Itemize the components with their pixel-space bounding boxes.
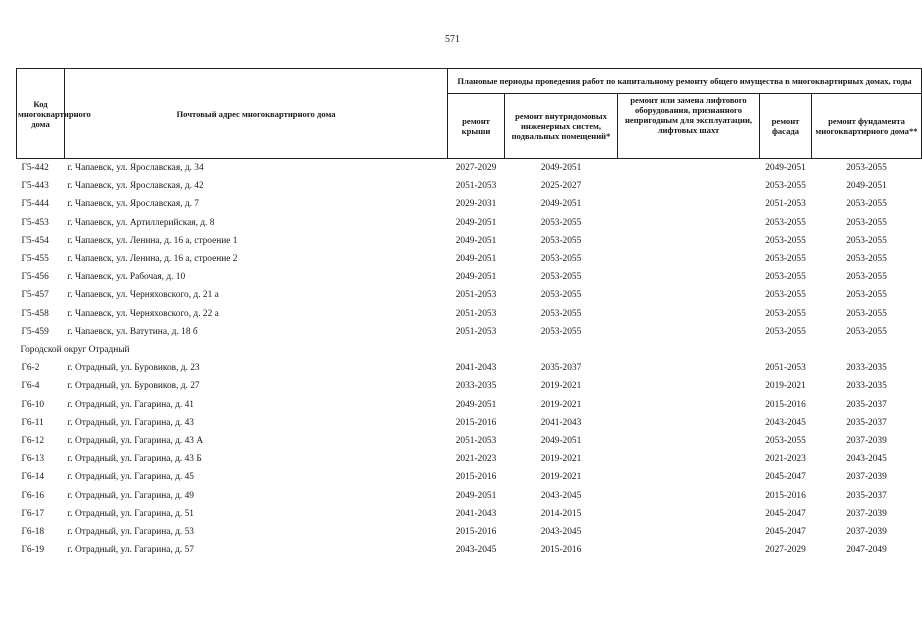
cell-roof: 2041-2043 [455,363,497,374]
cell-roof: 2051-2053 [455,436,497,447]
cell-foundation: 2037-2039 [846,436,887,447]
cell-systems: 2049-2051 [540,436,582,447]
cell-code: Г5-454 [21,235,49,246]
cell-roof: 2041-2043 [455,508,497,519]
cell-facade: 2021-2023 [765,454,806,465]
cell-foundation: 2043-2045 [846,454,887,465]
cell-facade: 2053-2055 [765,290,806,301]
table-header [17,69,922,159]
cell-foundation: 2053-2055 [846,290,887,301]
table-row [17,396,922,414]
cell-foundation: 2053-2055 [846,308,887,319]
cell-foundation: 2049-2051 [846,181,887,192]
cell-foundation: 2053-2055 [846,272,887,283]
header-elevator: ремонт или замена лифтового оборудования, признанного непригодным для эксплуатации, лифтовых шахт [618,94,760,159]
table-row [17,177,922,195]
cell-elevator [618,268,760,286]
cell-address: г. Отрадный, ул. Гагарина, д. 57 [67,545,194,556]
cell-code: Г5-442 [21,163,49,173]
header-systems: ремонт внутридомовых инженерных систем, подвальных помещений* [505,94,618,159]
cell-foundation: 2033-2035 [846,381,887,392]
cell-address: г. Отрадный, ул. Гагарина, д. 45 [67,472,194,483]
cell-foundation: 2037-2039 [846,508,887,519]
cell-address: г. Чапаевск, ул. Ярославская, д. 7 [67,199,199,210]
cell-code: Г6-17 [21,508,45,519]
cell-roof: 2049-2051 [455,272,497,283]
cell-systems: 2019-2021 [540,454,582,465]
cell-elevator [618,523,760,541]
cell-address: г. Чапаевск, ул. Ленина, д. 16 а, строение 1 [67,235,238,246]
cell-systems: 2043-2045 [540,527,582,538]
cell-facade: 2015-2016 [765,399,806,410]
page-number: 571 [445,34,460,45]
repair-schedule-table [16,68,922,559]
table-row [17,541,922,559]
cell-facade: 2053-2055 [765,254,806,265]
table-row [17,523,922,541]
cell-systems: 2041-2043 [540,417,582,428]
cell-facade: 2027-2029 [765,545,806,556]
cell-roof: 2049-2051 [455,217,497,228]
document-table-wrapper [16,68,918,559]
cell-code: Г6-4 [21,381,40,392]
cell-roof: 2015-2016 [455,472,497,483]
cell-facade: 2045-2047 [765,527,806,538]
cell-address: г. Отрадный, ул. Буровиков, д. 27 [67,381,200,392]
cell-systems: 2015-2016 [540,545,582,556]
header-foundation: ремонт фундамента многоквартирного дома** [812,94,922,159]
table-row [17,505,922,523]
cell-foundation: 2053-2055 [846,254,887,265]
cell-foundation: 2037-2039 [846,527,887,538]
cell-roof: 2021-2023 [455,454,497,465]
cell-facade: 2043-2045 [765,417,806,428]
cell-address: г. Чапаевск, ул. Артиллерийская, д. 8 [67,217,215,228]
cell-facade: 2053-2055 [765,181,806,192]
table-row [17,286,922,304]
cell-code: Г5-444 [21,199,49,210]
cell-foundation: 2035-2037 [846,417,887,428]
cell-systems: 2035-2037 [540,363,582,374]
cell-facade: 2045-2047 [765,508,806,519]
cell-elevator [618,214,760,232]
cell-code: Г5-443 [21,181,49,192]
cell-facade: 2053-2055 [765,326,806,337]
table-row [17,232,922,250]
cell-code: Г5-455 [21,254,49,265]
cell-elevator [618,323,760,341]
cell-address: г. Чапаевск, ул. Черняховского, д. 22 а [67,308,219,319]
cell-elevator [618,396,760,414]
cell-elevator [618,286,760,304]
cell-facade: 2045-2047 [765,472,806,483]
cell-facade: 2015-2016 [765,490,806,501]
table-row [17,305,922,323]
table-body [17,159,922,560]
cell-systems: 2014-2015 [540,508,582,519]
table-row [17,377,922,395]
cell-roof: 2049-2051 [455,235,497,246]
cell-address: г. Чапаевск, ул. Черняховского, д. 21 а [67,290,219,301]
cell-address: г. Отрадный, ул. Гагарина, д. 43 [67,417,194,428]
cell-elevator [618,414,760,432]
cell-systems: 2025-2027 [540,181,582,192]
cell-code: Г6-19 [21,545,45,556]
table-row [17,268,922,286]
cell-address: г. Отрадный, ул. Буровиков, д. 23 [67,363,200,374]
cell-foundation: 2037-2039 [846,472,887,483]
cell-code: Г6-16 [21,490,45,501]
table-row [17,250,922,268]
cell-address: г. Отрадный, ул. Гагарина, д. 43 Б [67,454,202,465]
cell-elevator [618,305,760,323]
cell-elevator [618,177,760,195]
cell-facade: 2053-2055 [765,217,806,228]
cell-systems: 2019-2021 [540,472,582,483]
cell-elevator [618,541,760,559]
cell-foundation: 2053-2055 [846,217,887,228]
header-address: Почтовый адрес многоквартирного дома [65,69,448,159]
cell-systems: 2053-2055 [540,217,582,228]
table-row [17,195,922,213]
cell-roof: 2033-2035 [455,381,497,392]
cell-elevator [618,159,760,178]
cell-systems: 2053-2055 [540,308,582,319]
header-facade: ремонт фасада [760,94,812,159]
cell-systems: 2049-2051 [540,199,582,210]
cell-facade: 2019-2021 [765,381,806,392]
cell-facade: 2049-2051 [765,163,806,173]
cell-facade: 2051-2053 [765,363,806,374]
cell-elevator [618,195,760,213]
cell-roof: 2051-2053 [455,181,497,192]
cell-address: г. Чапаевск, ул. Ярославская, д. 42 [67,181,204,192]
cell-roof: 2015-2016 [455,527,497,538]
cell-code: Г6-13 [21,454,45,465]
cell-systems: 2053-2055 [540,254,582,265]
cell-elevator [618,505,760,523]
cell-facade: 2053-2055 [765,272,806,283]
cell-elevator [618,432,760,450]
header-roof: ремонт крыши [448,94,505,159]
header-periods: Плановые периоды проведения работ по капитальному ремонту общего имущества в многоквартирных домах, годы [448,69,922,94]
header-code: Код многоквартирного дома [17,69,65,159]
cell-code: Г6-18 [21,527,45,538]
cell-code: Г5-458 [21,308,49,319]
cell-systems: 2019-2021 [540,399,582,410]
cell-facade: 2053-2055 [765,235,806,246]
cell-roof: 2049-2051 [455,399,497,410]
cell-foundation: 2035-2037 [846,490,887,501]
cell-facade: 2051-2053 [765,199,806,210]
cell-address: г. Чапаевск, ул. Ленина, д. 16 а, строение 2 [67,254,238,265]
table-row [17,450,922,468]
cell-systems: 2053-2055 [540,272,582,283]
cell-roof: 2049-2051 [455,490,497,501]
cell-foundation: 2047-2049 [846,545,887,556]
cell-foundation: 2053-2055 [846,326,887,337]
cell-foundation: 2033-2035 [846,363,887,374]
cell-roof: 2015-2016 [455,417,497,428]
table-row [17,159,922,178]
cell-address: г. Чапаевск, ул. Рабочая, д. 10 [67,272,186,283]
cell-elevator [618,468,760,486]
cell-elevator [618,359,760,377]
cell-code: Г6-14 [21,472,45,483]
cell-roof: 2043-2045 [455,545,497,556]
cell-elevator [618,250,760,268]
cell-roof: 2027-2029 [455,163,497,173]
cell-elevator [618,377,760,395]
cell-address: г. Отрадный, ул. Гагарина, д. 53 [67,527,194,538]
cell-systems: 2053-2055 [540,290,582,301]
cell-elevator [618,232,760,250]
cell-systems: 2043-2045 [540,490,582,501]
cell-address: г. Отрадный, ул. Гагарина, д. 51 [67,508,194,519]
cell-foundation: 2053-2055 [846,199,887,210]
table-row [17,359,922,377]
cell-facade: 2053-2055 [765,436,806,447]
cell-code: Г6-12 [21,436,45,447]
cell-elevator [618,450,760,468]
cell-systems: 2049-2051 [540,163,582,173]
cell-code: Г5-456 [21,272,49,283]
table-row [17,323,922,341]
section-row [17,341,922,359]
cell-code: Г6-10 [21,399,45,410]
cell-elevator [618,487,760,505]
cell-roof: 2029-2031 [455,199,497,210]
cell-systems: 2019-2021 [540,381,582,392]
table-row [17,214,922,232]
table-row [17,414,922,432]
cell-roof: 2051-2053 [455,326,497,337]
cell-roof: 2051-2053 [455,290,497,301]
cell-code: Г6-2 [21,363,40,374]
table-row [17,468,922,486]
cell-address: г. Чапаевск, ул. Ватутина, д. 18 б [67,326,198,337]
cell-foundation: 2053-2055 [846,235,887,246]
cell-roof: 2051-2053 [455,308,497,319]
cell-code: Г5-457 [21,290,49,301]
cell-facade: 2053-2055 [765,308,806,319]
cell-address: г. Отрадный, ул. Гагарина, д. 49 [67,490,194,501]
cell-address: г. Чапаевск, ул. Ярославская, д. 34 [67,163,204,173]
cell-address: г. Отрадный, ул. Гагарина, д. 43 А [67,436,204,447]
cell-roof: 2049-2051 [455,254,497,265]
cell-foundation: 2053-2055 [846,163,887,173]
table-row [17,432,922,450]
cell-foundation: 2035-2037 [846,399,887,410]
cell-address: г. Отрадный, ул. Гагарина, д. 41 [67,399,194,410]
cell-code: Г5-453 [21,217,49,228]
cell-code: Г5-459 [21,326,49,337]
cell-code: Г6-11 [21,417,44,428]
table-row [17,487,922,505]
section-title: Городской округ Отрадный [20,345,130,356]
cell-systems: 2053-2055 [540,235,582,246]
cell-systems: 2053-2055 [540,326,582,337]
